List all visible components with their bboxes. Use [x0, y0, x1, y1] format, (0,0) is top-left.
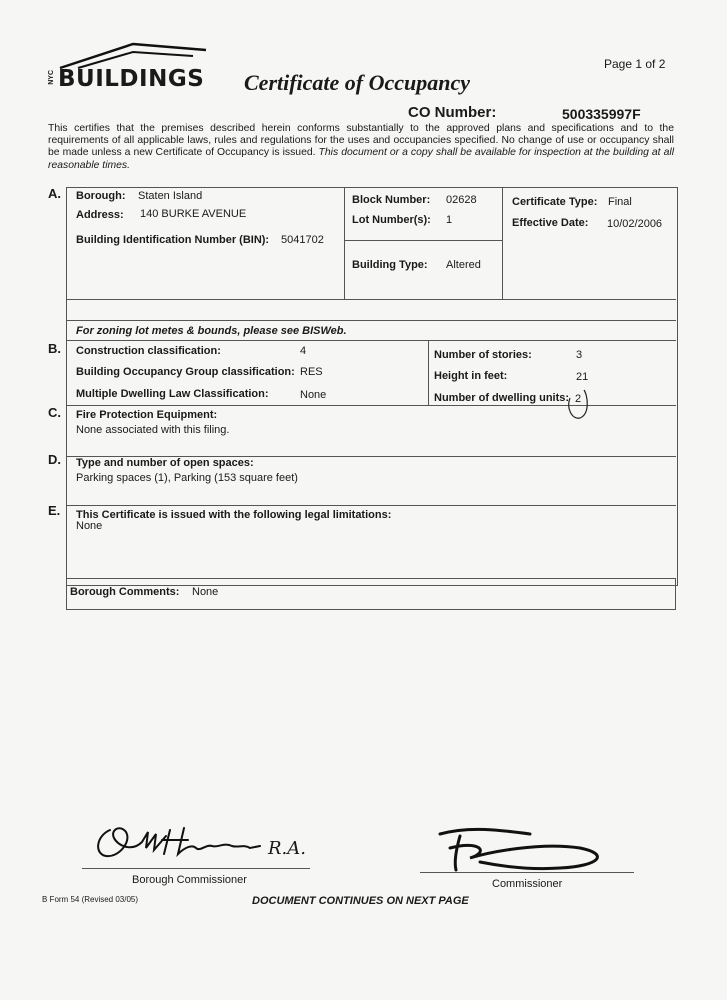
height-label: Height in feet: — [434, 370, 508, 382]
divider — [344, 240, 502, 241]
intro-paragraph — [48, 123, 674, 172]
address-value: 140 BURKE AVENUE — [140, 208, 247, 220]
signature-suffix: R.A. — [268, 838, 306, 859]
bin-label: Building Identification Number (BIN): — [76, 234, 270, 246]
fire-protection-value: None associated with this filing. — [76, 424, 230, 436]
co-number-value: 500335997F — [562, 106, 641, 122]
document-title: Certificate of Occupancy — [244, 70, 471, 95]
legal-limitations-value: None — [76, 520, 103, 532]
section-a-letter: A. — [48, 186, 61, 201]
intro-italic-text: This document or a copy shall be available for inspection at the building at all reasonable times. — [48, 147, 674, 171]
borough-comments-value: None — [192, 586, 219, 598]
occupancy-group-label: Building Occupancy Group classification: — [76, 366, 295, 378]
divider — [502, 187, 503, 299]
borough-commissioner-title: Borough Commissioner — [132, 874, 247, 886]
page-number: Page 1 of 2 — [604, 57, 666, 71]
section-e-letter: E. — [48, 503, 61, 518]
mdl-classification-label: Multiple Dwelling Law Classification: — [76, 388, 269, 400]
section-d-letter: D. — [48, 452, 61, 467]
commissioner-signature — [420, 822, 620, 878]
construction-classification-label: Construction classification: — [76, 345, 221, 357]
divider — [428, 340, 429, 405]
logo — [48, 40, 208, 92]
co-number-label: CO Number: — [408, 104, 497, 121]
fire-protection-label: Fire Protection Equipment: — [76, 409, 218, 421]
section-c-letter: C. — [48, 405, 61, 420]
occupancy-group-value: RES — [300, 366, 323, 378]
effective-date-label: Effective Date: — [512, 217, 589, 229]
building-type-value: Altered — [446, 259, 481, 271]
lot-number-label: Lot Number(s): — [352, 214, 431, 226]
borough-label: Borough: — [76, 190, 126, 202]
stories-value: 3 — [576, 349, 583, 361]
commissioner-title: Commissioner — [492, 878, 563, 890]
section-b-letter: B. — [48, 341, 61, 356]
address-label: Address: — [76, 209, 124, 221]
stories-label: Number of stories: — [434, 349, 532, 361]
open-spaces-label: Type and number of open spaces: — [76, 457, 254, 469]
form-number: B Form 54 (Revised 03/05) — [42, 895, 139, 904]
block-number-value: 02628 — [446, 194, 477, 206]
divider — [66, 505, 676, 506]
borough-value: Staten Island — [138, 190, 203, 202]
divider — [66, 340, 676, 341]
bin-value: 5041702 — [281, 234, 324, 246]
lot-number-value: 1 — [446, 214, 453, 226]
document-continues-note: DOCUMENT CONTINUES ON NEXT PAGE — [252, 895, 469, 907]
logo-prefix: NYC — [48, 70, 55, 85]
handwritten-circle-icon — [564, 386, 596, 422]
zoning-note: For zoning lot metes & bounds, please see BISWeb. — [76, 325, 347, 337]
logo-text: BUILDINGS — [58, 66, 205, 92]
dwelling-units-value: 2 — [575, 393, 582, 405]
dwelling-units-label: Number of dwelling units: — [434, 392, 570, 404]
open-spaces-value: Parking spaces (1), Parking (153 square feet) — [76, 472, 298, 484]
intro-text: This certifies that the premises described herein conforms substantially to the approved plans and specifications and to the requirements of all applicable laws, rules and regulations for the uses and occupancies specified. No change of use or occupancy shall be made unless a new Certificate of Occupancy is issued. — [48, 123, 674, 159]
mdl-classification-value: None — [300, 389, 327, 401]
certificate-type-label: Certificate Type: — [512, 196, 598, 208]
certificate-type-value: Final — [608, 196, 632, 208]
divider — [66, 320, 676, 321]
borough-commissioner-signature — [92, 818, 272, 868]
signature-line — [420, 872, 634, 873]
legal-limitations-label: This Certificate is issued with the following legal limitations: — [76, 509, 392, 521]
divider — [344, 187, 345, 299]
height-value: 21 — [576, 371, 589, 383]
building-type-label: Building Type: — [352, 259, 428, 271]
signature-line — [82, 868, 310, 869]
effective-date-value: 10/02/2006 — [607, 218, 663, 230]
borough-comments-label: Borough Comments: — [70, 586, 180, 598]
divider — [66, 299, 676, 300]
block-number-label: Block Number: — [352, 194, 431, 206]
construction-classification-value: 4 — [300, 345, 307, 357]
